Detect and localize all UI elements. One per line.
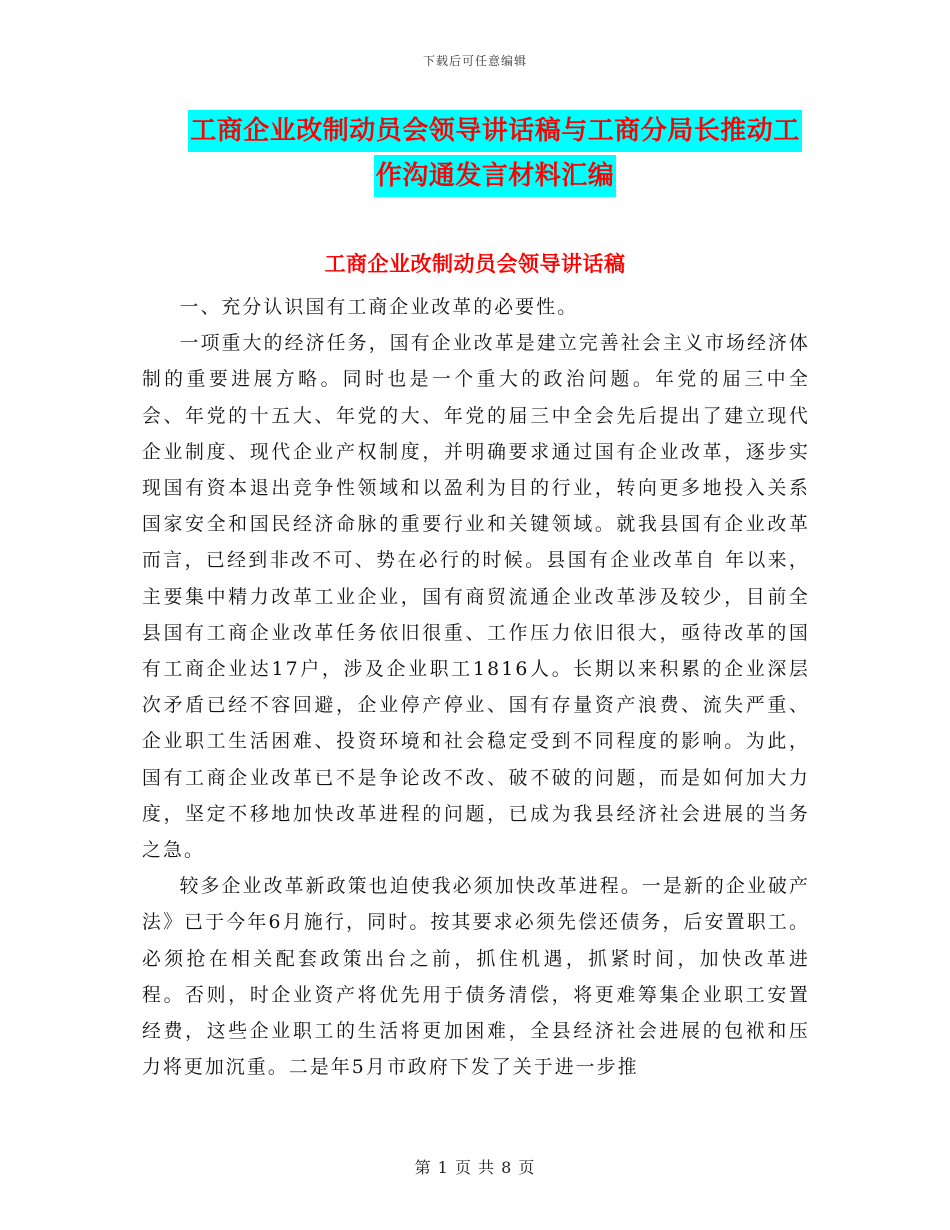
page-header-note: 下载后可任意编辑 — [422, 54, 527, 68]
page-number-label: 第 1 页 共 8 页 — [414, 1158, 536, 1177]
paragraph: 较多企业改革新政策也迫使我必须加快改革进程。一是新的企业破产法》已于今年6月施行，同时。按其要求必须先偿还债务，后安置职工。必须抢在相关配套政策出台之前，抓住机遇，抓紧时间，加快改革进程。否则，时企业资产将优先用于债务清偿，将更难筹集企业职工安置经费，这些企业职工的生活将更加困难，全县经济社会进展的包袱和压力将更加沉重。二是年5月市政府下发了关于进一步推 — [142, 876, 810, 1079]
page-footer — [0, 1155, 950, 1178]
document-title — [150, 110, 840, 200]
document-title-line-1: 工商企业改制动员会领导讲话稿与工商分局长推动工 — [188, 110, 802, 152]
body-text — [142, 290, 810, 1086]
paragraph: 一、充分认识国有工商企业改革的必要性。 — [179, 297, 579, 318]
paragraph: 一项重大的经济任务，国有企业改革是建立完善社会主义市场经济体制的重要进展方略。同时也是一个重大的政治问题。年党的届三中全会、年党的十五大、年党的大、年党的届三中全会先后提出了建立现代企业制度、现代企业产权制度，并明确要求通过国有企业改革，逐步实现国有资本退出竞争性领域和以盈利为目的行业，转向更多地投入关系国家安全和国民经济命脉的重要行业和关键领域。就我县国有企业改革而言，已经到非改不可、势在必行的时候。县国有企业改革自 年以来，主要集中精力改革工业企业，国有商贸流通企业改革涉及较少，目前全县国有工商企业改革任务依旧很重、工作压力依旧很大，亟待改革的国有工商企业达17户，涉及企业职工1816人。长期以来积累的企业深层次矛盾已经不容回避，企业停产停业、国有存量资产浪费、流失严重、企业职工生活困难、投资环境和社会稳定受到不同程度的影响。为此，国有工商企业改革已不是争论改不改、破不破的问题，而是如何加大力度，坚定不移地加快改革进程的问题，已成为我县经济社会进展的当务之急。 — [142, 333, 810, 862]
document-title-line-2: 作沟通发言材料汇编 — [374, 155, 617, 197]
section-title: 工商企业改制动员会领导讲话稿 — [324, 251, 626, 276]
